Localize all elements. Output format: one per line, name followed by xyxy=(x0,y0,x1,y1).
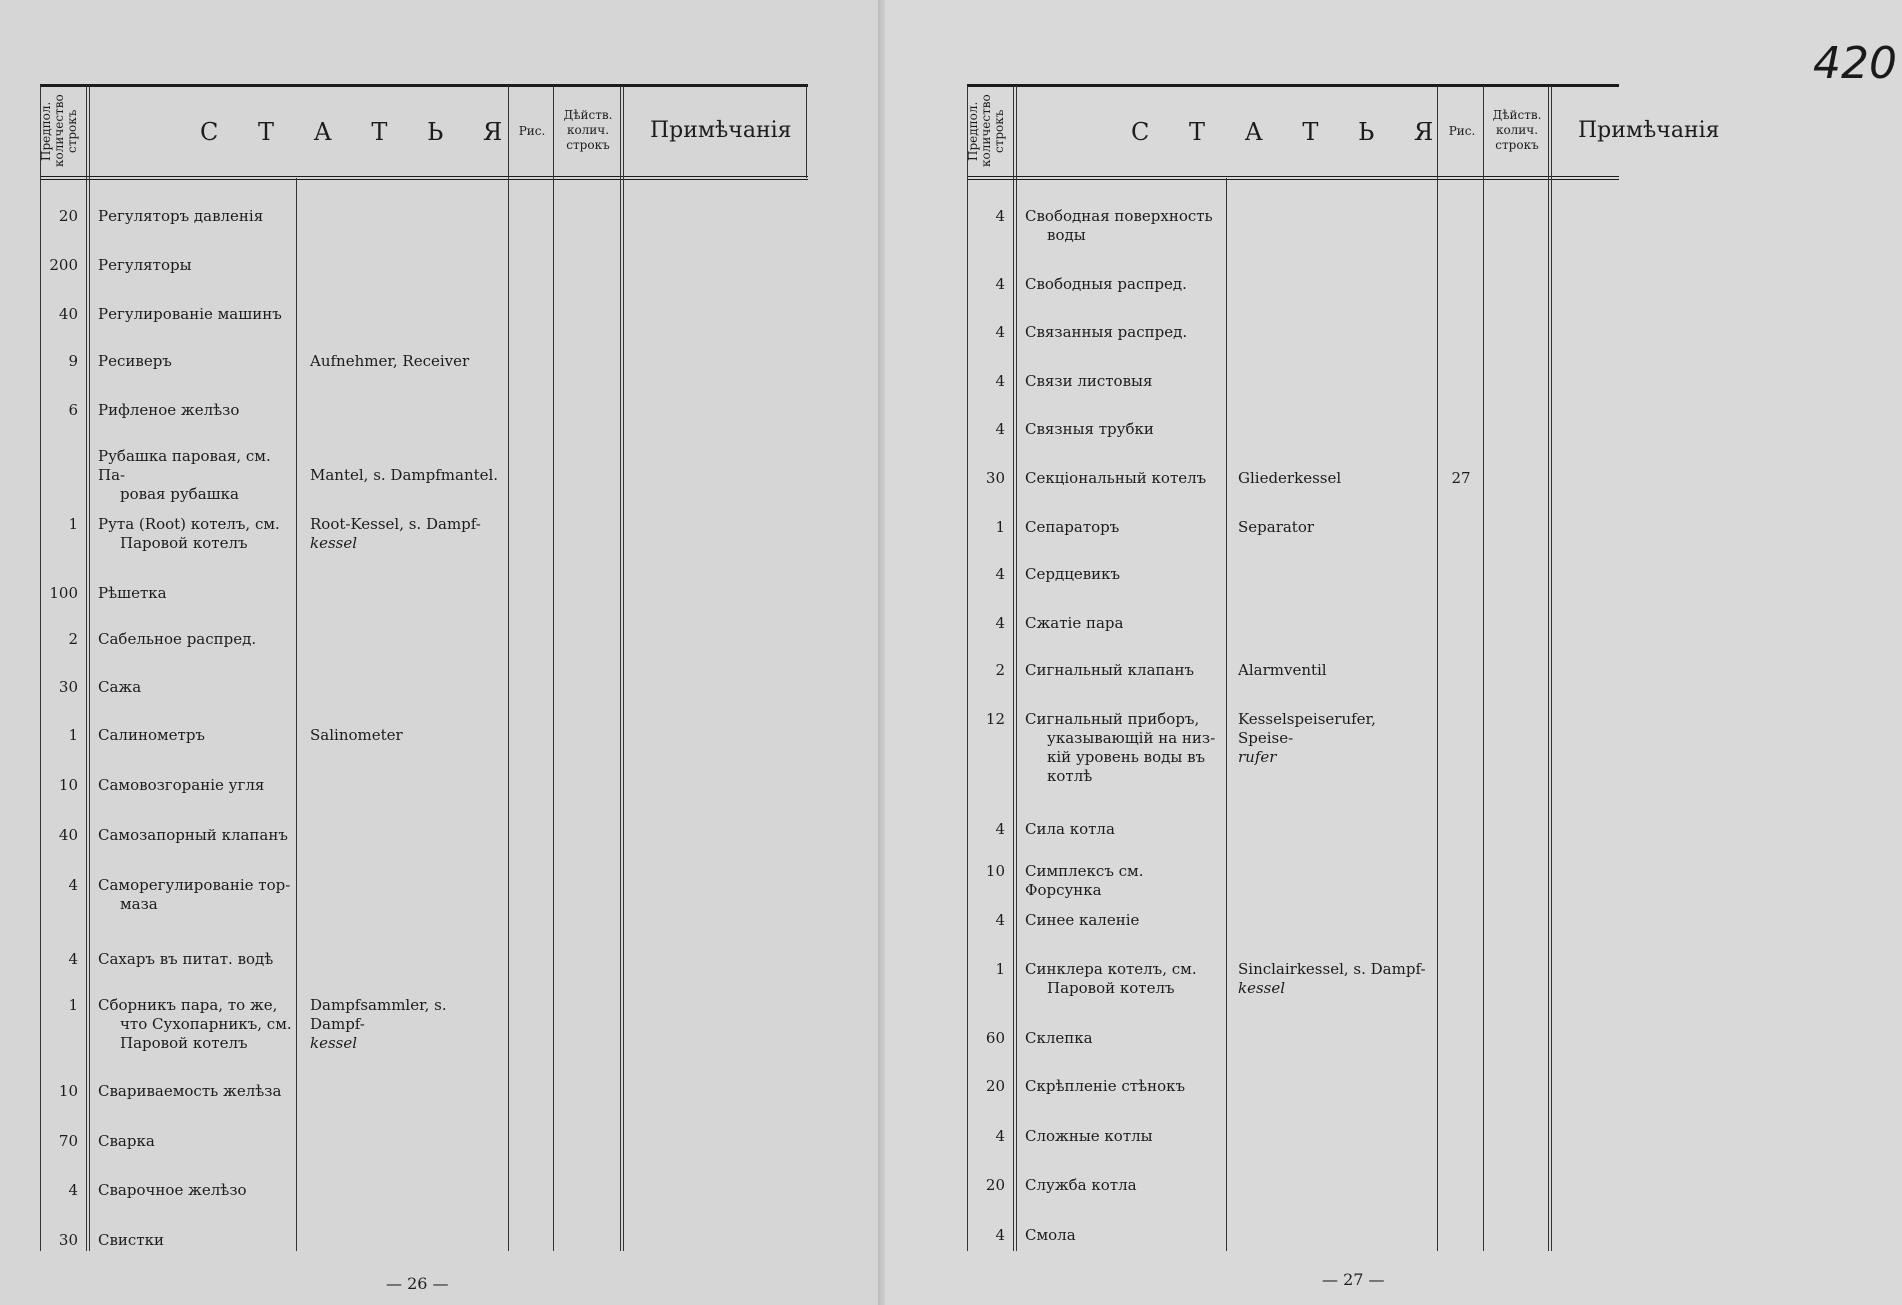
row-quantity: 70 xyxy=(58,1132,78,1150)
header-notes: Примѣчанія xyxy=(650,118,792,143)
header-title: С Т А Т Ь Я xyxy=(200,118,519,146)
row-term xyxy=(98,256,294,275)
term-line: Рубашка паровая, см. Па- xyxy=(98,447,271,484)
row-term xyxy=(1025,820,1223,839)
col-divider xyxy=(296,178,297,1251)
header-bottom-rule xyxy=(967,176,1619,180)
term-line: Самозапорный клапанъ xyxy=(98,826,288,844)
row-german-term xyxy=(310,466,506,485)
row-term xyxy=(1025,1226,1223,1245)
header-qty: Предпол. количество строкъ xyxy=(966,94,1006,168)
row-quantity: 30 xyxy=(985,469,1005,487)
row-term xyxy=(98,401,294,420)
german-line: Kesselspeiserufer, Speise- xyxy=(1238,710,1376,747)
term-line: Смола xyxy=(1025,1226,1076,1244)
term-line: Сабельное распред. xyxy=(98,630,257,648)
row-term xyxy=(1025,911,1223,930)
term-line: Сигнальный приборъ, xyxy=(1025,710,1200,728)
row-term xyxy=(1025,323,1223,342)
row-term xyxy=(1025,207,1223,245)
handwritten-page-number: 420 xyxy=(1813,38,1897,89)
german-line: Separator xyxy=(1238,518,1315,536)
term-line: Синклера котелъ, см. xyxy=(1025,960,1197,978)
row-term xyxy=(98,447,294,504)
row-term xyxy=(98,630,294,649)
row-quantity: 1 xyxy=(68,726,78,744)
col-divider xyxy=(1437,86,1438,1251)
row-term xyxy=(1025,960,1223,998)
row-term xyxy=(98,1132,294,1151)
row-term xyxy=(98,1181,294,1200)
term-line: воды xyxy=(1047,226,1086,244)
row-quantity: 4 xyxy=(995,820,1005,838)
row-quantity: 4 xyxy=(995,565,1005,583)
row-term xyxy=(1025,518,1223,537)
row-quantity: 2 xyxy=(995,661,1005,679)
row-quantity: 30 xyxy=(58,1231,78,1249)
page-number: — 27 — xyxy=(1322,1270,1385,1289)
header-fig: Рис. xyxy=(1448,124,1476,138)
row-term xyxy=(98,826,294,845)
term-line: Рута (Root) котелъ, см. xyxy=(98,515,280,533)
row-quantity: 9 xyxy=(68,352,78,370)
term-line: Свободныя распред. xyxy=(1025,275,1187,293)
row-quantity: 4 xyxy=(995,1226,1005,1244)
term-line: Паровой котелъ xyxy=(120,1034,248,1052)
row-quantity: 2 xyxy=(68,630,78,648)
row-term xyxy=(1025,710,1223,786)
term-line: Связныя трубки xyxy=(1025,420,1154,438)
row-term xyxy=(1025,1127,1223,1146)
header-fig: Рис. xyxy=(518,124,546,138)
term-line: Рѣшетка xyxy=(98,584,167,602)
term-line: указывающій на низ- xyxy=(1047,729,1216,747)
row-term xyxy=(98,584,294,603)
term-line: Свариваемость желѣза xyxy=(98,1082,282,1100)
german-line: Gliederkessel xyxy=(1238,469,1342,487)
row-german-term xyxy=(310,726,506,745)
term-line: Регуляторы xyxy=(98,256,192,274)
row-term xyxy=(1025,372,1223,391)
row-quantity: 100 xyxy=(49,584,78,602)
row-term xyxy=(98,207,294,226)
term-line: Салинометръ xyxy=(98,726,205,744)
row-term xyxy=(1025,1029,1223,1048)
term-line: Паровой котелъ xyxy=(120,534,248,552)
row-quantity: 20 xyxy=(985,1077,1005,1095)
row-term xyxy=(1025,420,1223,439)
row-term xyxy=(1025,565,1223,584)
header-top-rule xyxy=(967,84,1619,87)
row-term xyxy=(98,776,294,795)
row-term xyxy=(1025,1077,1223,1096)
row-quantity: 4 xyxy=(68,876,78,894)
term-line: Сигнальный клапанъ xyxy=(1025,661,1194,679)
term-line: Рифленое желѣзо xyxy=(98,401,240,419)
row-quantity: 4 xyxy=(68,1181,78,1199)
row-term xyxy=(98,996,294,1053)
term-line: Регуляторъ давленія xyxy=(98,207,264,225)
term-line: Саморегулированіе тор- xyxy=(98,876,291,894)
row-term xyxy=(98,1082,294,1101)
row-quantity: 4 xyxy=(995,372,1005,390)
col-divider xyxy=(620,86,624,1251)
term-line: Сборникъ пара, то же, xyxy=(98,996,278,1014)
row-term xyxy=(1025,862,1223,900)
row-quantity: 30 xyxy=(58,678,78,696)
row-quantity: 40 xyxy=(58,826,78,844)
col-divider xyxy=(1548,86,1552,1251)
row-term xyxy=(98,876,294,914)
header-qty: Предпол. количество строкъ xyxy=(39,94,79,168)
row-quantity: 4 xyxy=(995,614,1005,632)
row-quantity: 200 xyxy=(49,256,78,274)
term-line: Синее каленіе xyxy=(1025,911,1140,929)
col-divider xyxy=(508,86,509,1251)
row-quantity: 10 xyxy=(58,1082,78,1100)
term-line: Сжатіе пара xyxy=(1025,614,1124,632)
german-line: Salinometer xyxy=(310,726,403,744)
row-quantity: 20 xyxy=(58,207,78,225)
term-line: Сварка xyxy=(98,1132,155,1150)
row-term xyxy=(98,1231,294,1250)
row-quantity: 40 xyxy=(58,305,78,323)
header-top-rule xyxy=(40,84,808,87)
row-quantity: 1 xyxy=(68,515,78,533)
term-line: Служба котла xyxy=(1025,1176,1137,1194)
term-line: Сахаръ въ питат. водѣ xyxy=(98,950,274,968)
header-bottom-rule xyxy=(40,176,808,180)
german-line: Dampfsammler, s. Dampf- xyxy=(310,996,447,1033)
col-divider xyxy=(1013,86,1017,1251)
row-quantity: 1 xyxy=(995,960,1005,978)
row-quantity: 20 xyxy=(985,1176,1005,1194)
row-quantity: 10 xyxy=(58,776,78,794)
row-term xyxy=(1025,275,1223,294)
term-line: что Сухопарникъ, см. xyxy=(120,1015,292,1033)
header-notes: Примѣчанія xyxy=(1578,118,1720,143)
term-line: Ресиверъ xyxy=(98,352,172,370)
row-quantity: 1 xyxy=(68,996,78,1014)
term-line: Скрѣпленіе стѣнокъ xyxy=(1025,1077,1186,1095)
row-term xyxy=(1025,1176,1223,1195)
term-line: Сепараторъ xyxy=(1025,518,1120,536)
term-line: кій уровень воды въ xyxy=(1047,748,1206,766)
row-quantity: 4 xyxy=(995,207,1005,225)
row-german-term xyxy=(1238,960,1434,998)
term-line: Сложные котлы xyxy=(1025,1127,1153,1145)
row-term xyxy=(1025,614,1223,633)
row-quantity: 4 xyxy=(995,275,1005,293)
right-page xyxy=(885,0,1902,1305)
row-term xyxy=(98,515,294,553)
row-term xyxy=(98,726,294,745)
col-divider xyxy=(86,86,90,1251)
row-figure: 27 xyxy=(1451,469,1471,487)
row-german-term xyxy=(1238,469,1434,488)
term-line: Паровой котелъ xyxy=(1047,979,1175,997)
header-actual: Дѣйств. колич. строкъ xyxy=(563,108,613,152)
page-number: — 26 — xyxy=(386,1274,449,1293)
row-term xyxy=(98,305,294,324)
german-line: kessel xyxy=(310,534,358,552)
row-quantity: 4 xyxy=(995,420,1005,438)
term-line: Секціональный котелъ xyxy=(1025,469,1207,487)
term-line: Склепка xyxy=(1025,1029,1093,1047)
row-quantity: 4 xyxy=(995,1127,1005,1145)
term-line: ровая рубашка xyxy=(120,485,239,503)
term-line: Сварочное желѣзо xyxy=(98,1181,247,1199)
row-term xyxy=(98,352,294,371)
term-line: Самовозгораніе угля xyxy=(98,776,265,794)
term-line: Сила котла xyxy=(1025,820,1115,838)
term-line: Сажа xyxy=(98,678,142,696)
row-quantity: 6 xyxy=(68,401,78,419)
term-line: Свободная поверхность xyxy=(1025,207,1213,225)
term-line: Свистки xyxy=(98,1231,164,1249)
row-term xyxy=(1025,469,1223,488)
col-divider xyxy=(806,86,807,178)
row-german-term xyxy=(310,352,506,371)
row-german-term xyxy=(310,515,506,553)
row-german-term xyxy=(310,996,506,1053)
col-divider xyxy=(1226,178,1227,1251)
col-divider xyxy=(1483,86,1484,1251)
term-line: маза xyxy=(120,895,158,913)
row-quantity: 1 xyxy=(995,518,1005,536)
term-line: Симплексъ см. Форсунка xyxy=(1025,862,1144,899)
term-line: Связи листовыя xyxy=(1025,372,1153,390)
german-line: Mantel, s. Dampfmantel. xyxy=(310,466,499,484)
col-divider xyxy=(553,86,554,1251)
term-line: Сердцевикъ xyxy=(1025,565,1121,583)
row-term xyxy=(98,950,294,969)
row-german-term xyxy=(1238,710,1434,767)
header-actual: Дѣйств. колич. строкъ xyxy=(1492,108,1542,152)
row-quantity: 4 xyxy=(68,950,78,968)
german-line: Root-Kessel, s. Dampf- xyxy=(310,515,481,533)
german-line: rufer xyxy=(1238,748,1277,766)
term-line: Регулированіе машинъ xyxy=(98,305,282,323)
term-line: Связанныя распред. xyxy=(1025,323,1188,341)
row-quantity: 60 xyxy=(985,1029,1005,1047)
row-quantity: 4 xyxy=(995,911,1005,929)
row-quantity: 12 xyxy=(985,710,1005,728)
german-line: Alarmventil xyxy=(1238,661,1327,679)
row-german-term xyxy=(1238,661,1434,680)
row-term xyxy=(98,678,294,697)
row-german-term xyxy=(1238,518,1434,537)
german-line: Aufnehmer, Receiver xyxy=(310,352,470,370)
row-quantity: 4 xyxy=(995,323,1005,341)
left-page xyxy=(0,0,885,1305)
german-line: kessel xyxy=(1238,979,1286,997)
term-line: котлѣ xyxy=(1047,767,1093,785)
german-line: kessel xyxy=(310,1034,358,1052)
row-quantity: 10 xyxy=(985,862,1005,880)
german-line: Sinclairkessel, s. Dampf- xyxy=(1238,960,1426,978)
row-term xyxy=(1025,661,1223,680)
header-title: С Т А Т Ь Я xyxy=(1131,118,1450,146)
